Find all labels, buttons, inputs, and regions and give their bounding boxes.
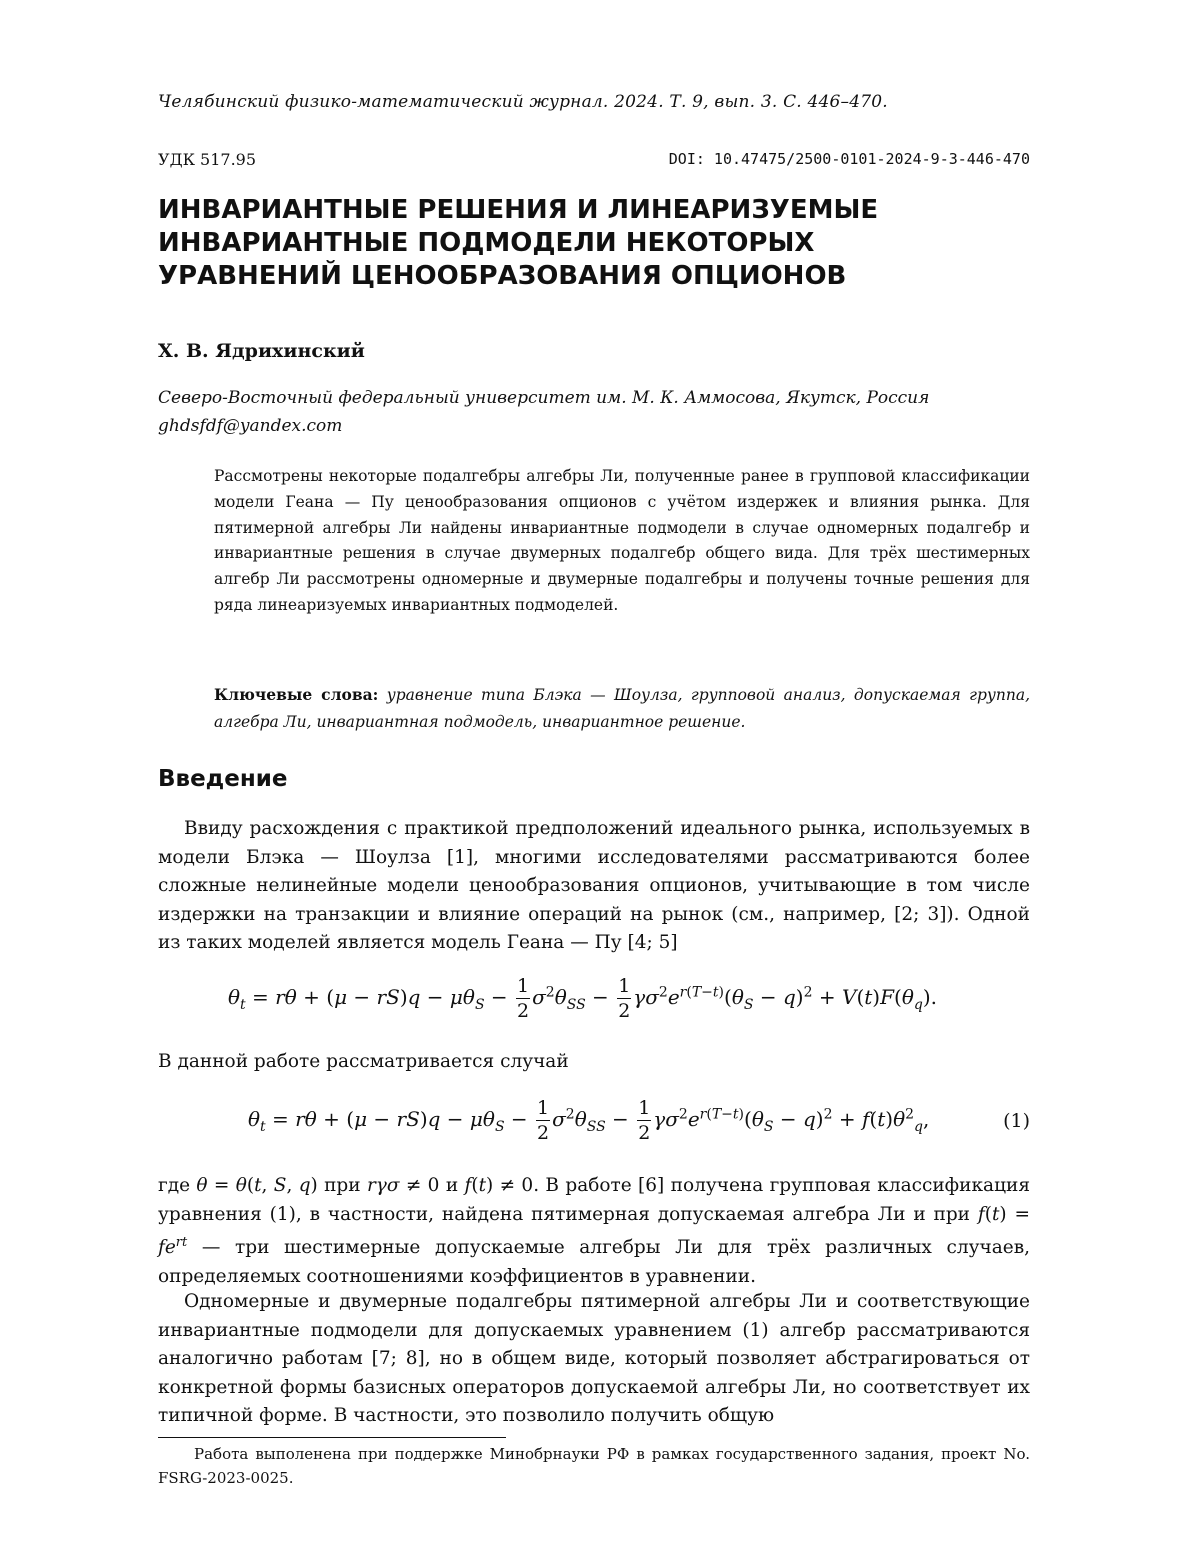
equation-body: θt = rθ + (μ − rS)q − μθS − 1 2 σ2θSS − 1 2 γσ2er(T−t)(θS − q)2 + f(t)θ2q, bbox=[248, 1096, 929, 1145]
title-line: ИНВАРИАНТНЫЕ РЕШЕНИЯ И ЛИНЕАРИЗУЕМЫЕ bbox=[158, 194, 1030, 227]
paragraph-classification: где θ = θ(t, S, q) при rγσ ≠ 0 и f(t) ≠ 0. В работе [6] получена групповая классификация уравнения (1), в частности, найдена пятимерная допускаемая алгебра Ли и при f(t) = fert — три шестимерные допускаемые алгебры Ли для трёх различных случаев, определяемых соотношениями коэффициентов в уравнении. bbox=[158, 1172, 1030, 1291]
title-line: ИНВАРИАНТНЫЕ ПОДМОДЕЛИ НЕКОТОРЫХ bbox=[158, 227, 1030, 260]
paragraph-case bbox=[158, 1048, 1030, 1077]
footnote-text: Работа выполенена при поддержке Минобрнауки РФ в рамках государственного задания, проект No. FSRG-2023-0025. bbox=[158, 1445, 1030, 1487]
abstract: Рассмотрены некоторые подалгебры алгебры Ли, полученные ранее в групповой классификации модели Геана — Пу ценообразования опционов с учётом издержек и влияния рынка. Для пятимерной алгебры Ли найдены инвариантные подмодели в случае одномерных подалгебр и инвариантные решения в случае двумерных подалгебр общего вида. Для трёх шестимерных алгебр Ли рассмотрены одномерные и двумерные подалгебры и получены точные решения для ряда линеаризуемых инвариантных подмоделей. bbox=[214, 464, 1030, 619]
footnote-rule bbox=[158, 1437, 506, 1438]
doi-link[interactable]: DOI: 10.47475/2500-0101-2024-9-3-446-470 bbox=[669, 150, 1030, 168]
author-email[interactable]: ghdsfdf@yandex.com bbox=[158, 412, 929, 440]
equation-number: (1) bbox=[1003, 1110, 1030, 1132]
equation-model bbox=[158, 974, 1030, 1034]
udk-code: УДК 517.95 bbox=[158, 150, 256, 169]
udk-doi-row bbox=[158, 150, 1030, 169]
equation-1 bbox=[158, 1096, 1030, 1156]
paragraph-text: В данной работе рассматривается случай bbox=[158, 1051, 569, 1072]
paragraph-text: — три шестимерные допускаемые алгебры Ли для трёх различных случаев, определяемых соотношениями коэффициентов в уравнении. bbox=[158, 1237, 1030, 1287]
paragraph-intro bbox=[158, 815, 1030, 958]
equation-body: θt = rθ + (μ − rS)q − μθS − 1 2 σ2θSS − 1 2 γσ2er(T−t)(θS − q)2 + V(t)F(θq). bbox=[228, 974, 937, 1023]
paragraph-text: Ввиду расхождения с практикой предположений идеального рынка, используемых в модели Блэка — Шоулза [1], многими исследователями рассматриваются более сложные нелинейные модели ценообразования опционов, учитывающие в том числе издержки на транзакции и влияние операций на рынок (см., например, [2; 3]). Одной из таких моделей является модель Геана — Пу [4; 5] bbox=[158, 818, 1030, 953]
title-line: УРАВНЕНИЙ ЦЕНООБРАЗОВАНИЯ ОПЦИОНОВ bbox=[158, 260, 1030, 293]
paragraph-text: где bbox=[158, 1175, 196, 1196]
footnote bbox=[158, 1442, 1030, 1490]
keywords-label: Ключевые слова: bbox=[214, 685, 378, 704]
paragraph-text: и bbox=[439, 1175, 464, 1196]
affiliation: Северо-Восточный федеральный университет им. М. К. Аммосова, Якутск, Россия bbox=[158, 384, 929, 412]
paragraph-text: Одномерные и двумерные подалгебры пятимерной алгебры Ли и соответствующие инвариантные подмодели для допускаемых уравнением (1) алгебр рассматриваются аналогично работам [7; 8], но в общем виде, который позволяет абстрагироваться от конкретной формы базисных операторов допускаемой алгебры Ли, но соответствует их типичной форме. В частности, это позволило получить общую bbox=[158, 1291, 1030, 1426]
paragraph-text: . В работе [6] получена групповая классификация уравнения (1), в частности, найдена пятимерная допускаемая алгебра Ли и при bbox=[158, 1175, 1030, 1225]
paragraph-text: при bbox=[318, 1175, 367, 1196]
paper-title bbox=[158, 194, 1030, 293]
journal-header: Челябинский физико-математический журнал. 2024. Т. 9, вып. 3. С. 446–470. bbox=[158, 92, 888, 112]
keywords-text: уравнение типа Блэка — Шоулза, групповой анализ, допускаемая группа, алгебра Ли, инвариантная подмодель, инвариантное решение. bbox=[214, 686, 1030, 731]
affiliation-block bbox=[158, 384, 929, 440]
paragraph-subalgebras bbox=[158, 1288, 1030, 1431]
author-name: Х. В. Ядрихинский bbox=[158, 340, 365, 362]
keywords bbox=[214, 681, 1030, 736]
section-title: Введение bbox=[158, 766, 287, 792]
